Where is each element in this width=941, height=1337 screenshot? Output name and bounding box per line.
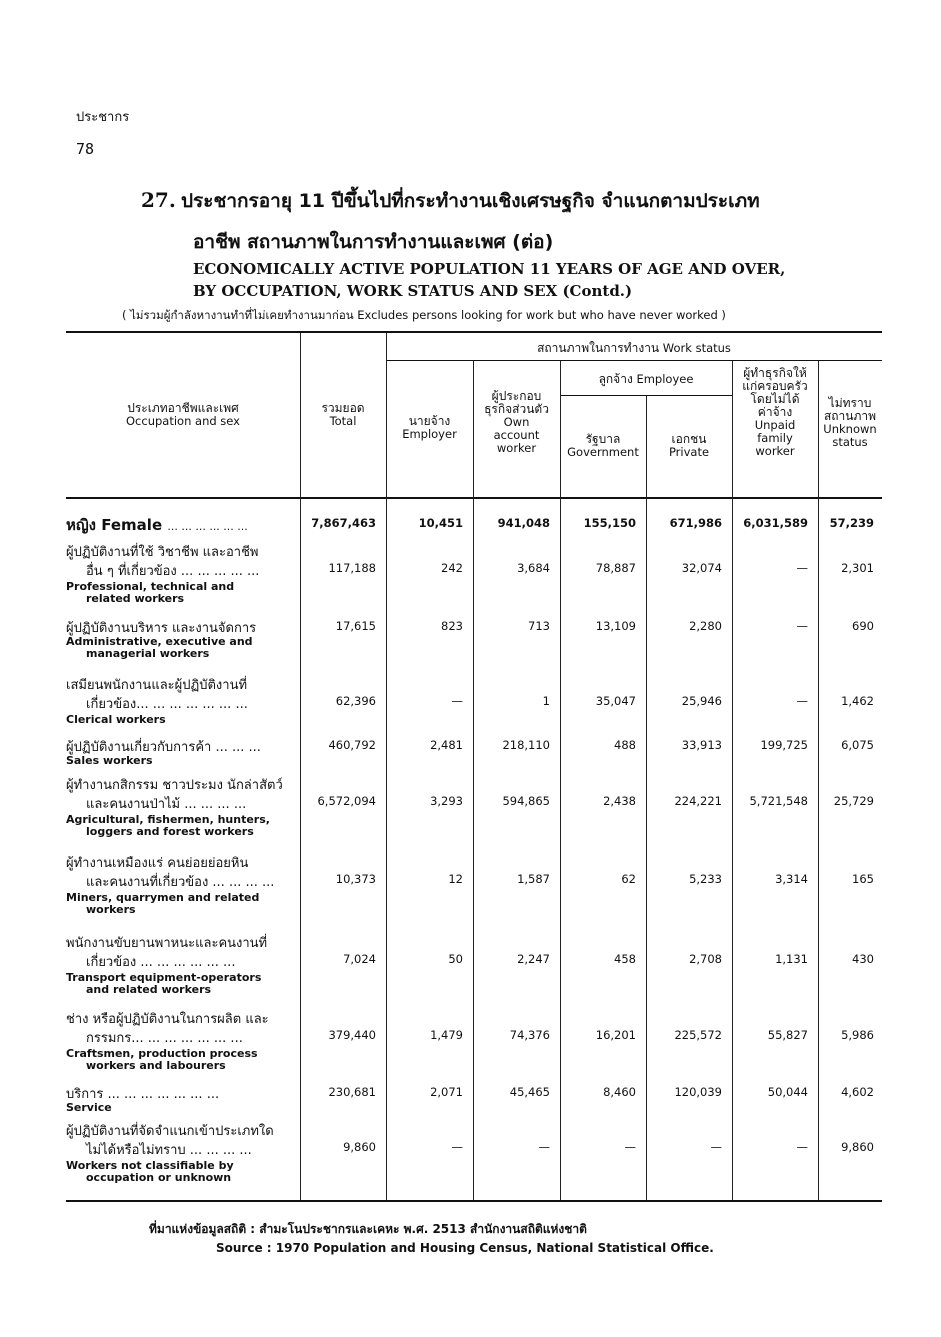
cell-value: 6,572,094 [317, 794, 376, 808]
cell-value: 2,708 [689, 952, 722, 966]
occupation-label-en [66, 892, 259, 916]
cell-value: 6,031,589 [743, 516, 808, 530]
occupation-label-en-line2: loggers and forest workers [86, 825, 254, 838]
female-label-en: Female [101, 516, 163, 534]
occupation-label-th-cont: เกี่ยวข้อง ... ... ... ... ... ... [86, 955, 236, 970]
cell-value: 488 [614, 738, 636, 752]
cell-value: 218,110 [502, 738, 550, 752]
cell-value: 25,946 [681, 694, 722, 708]
col-header-own-account [473, 390, 560, 455]
occupation-label-en [66, 581, 234, 605]
occupation-label-en-line2: managerial workers [86, 647, 210, 660]
occupation-label-th: ผู้ปฏิบัติงานบริหาร และงานจัดการ [66, 621, 257, 636]
occupation-label-en-line1: Service [66, 1101, 112, 1114]
cell-value: 74,376 [509, 1028, 550, 1042]
col-header-employer-en: Employer [402, 427, 457, 441]
cell-value: 823 [441, 619, 463, 633]
table-row [66, 617, 882, 677]
female-label-th: หญิง [66, 516, 96, 534]
cell-value: 1,479 [430, 1028, 463, 1042]
page-number: 78 [76, 140, 95, 158]
cell-value: 199,725 [760, 738, 808, 752]
occupation-label-th-cont: และคนงานที่เกี่ยวข้อง ... ... ... ... [86, 875, 275, 890]
section-header: ประชากร [76, 110, 130, 125]
col-header-occupation [66, 402, 300, 428]
table-note: ( ไม่รวมผู้กำลังหางานทำที่ไม่เคยทำงานมาก่อน Excludes persons looking for work but who have never worked ) [122, 308, 726, 322]
occupation-label-en-line1: Clerical workers [66, 713, 166, 726]
col-header-own-account-th2: ธุรกิจส่วนตัว [484, 402, 549, 416]
occupation-label-en-line1: Craftsmen, production process [66, 1047, 258, 1060]
cell-value: 2,438 [603, 794, 636, 808]
female-label [66, 513, 248, 537]
col-header-unpaid-th3: โดยไม่ได้ [750, 392, 800, 406]
table-number: 27. [141, 188, 176, 212]
table-row [66, 674, 882, 734]
col-header-employer [386, 415, 473, 441]
cell-value: 117,188 [328, 561, 376, 575]
cell-value: — [796, 694, 808, 708]
cell-value: 5,986 [841, 1028, 874, 1042]
cell-value: 4,602 [841, 1085, 874, 1099]
cell-value: 50,044 [767, 1085, 808, 1099]
cell-value: 1,131 [775, 952, 808, 966]
cell-value: 57,239 [829, 516, 874, 530]
col-header-employee [560, 373, 732, 386]
occupation-label-en-line1: Administrative, executive and [66, 635, 253, 648]
cell-value: 16,201 [595, 1028, 636, 1042]
cell-value: 5,721,548 [749, 794, 808, 808]
cell-value: 2,071 [430, 1085, 463, 1099]
col-header-unknown-en1: Unknown [823, 422, 877, 436]
cell-value: 690 [852, 619, 874, 633]
source-english: Source : 1970 Population and Housing Census, National Statistical Office. [216, 1241, 714, 1255]
cell-value: 10,451 [418, 516, 463, 530]
occupation-label-en-line2: and related workers [86, 983, 212, 996]
col-header-employee-en: Employee [636, 372, 694, 386]
table-row [66, 541, 882, 605]
col-header-unpaid-en2: family [757, 431, 793, 445]
cell-value: 458 [614, 952, 636, 966]
cell-value: 7,867,463 [311, 516, 376, 530]
cell-value: — [796, 619, 808, 633]
table-row [66, 1120, 882, 1184]
occupation-label-th: ผู้ทำงานกสิกรรม ชาวประมง นักล่าสัตว์ [66, 778, 283, 793]
cell-value: 460,792 [328, 738, 376, 752]
occupation-label-en-line1: Agricultural, fishermen, hunters, [66, 813, 270, 826]
cell-value: 9,860 [343, 1140, 376, 1154]
occupation-label-en-line2: workers [86, 903, 136, 916]
occupation-label-en [66, 714, 166, 726]
occupation-label-en [66, 755, 153, 767]
title-english-line1: ECONOMICALLY ACTIVE POPULATION 11 YEARS OF AGE AND OVER, [193, 260, 786, 278]
title-thai-line1: ประชากรอายุ 11 ปีขึ้นไปที่กระทำงานเชิงเศรษฐกิจ จำแนกตามประเภท [181, 190, 760, 212]
col-header-work-status-th: สถานภาพในการทำงาน [537, 341, 660, 355]
occupation-label-th: ช่าง หรือผู้ปฏิบัติงานในการผลิต และ [66, 1012, 269, 1027]
occupation-label-en-line2: workers and labourers [86, 1059, 226, 1072]
table-row [66, 1008, 882, 1072]
cell-value: 230,681 [328, 1085, 376, 1099]
cell-value: 7,024 [343, 952, 376, 966]
occupation-label-en-line1: Miners, quarrymen and related [66, 891, 260, 904]
cell-value: 8,460 [603, 1085, 636, 1099]
cell-value: 224,221 [674, 794, 722, 808]
cell-value: 6,075 [841, 738, 874, 752]
cell-value: — [796, 1140, 808, 1154]
cell-value: — [796, 561, 808, 575]
table-row [66, 932, 882, 996]
cell-value: 1,462 [841, 694, 874, 708]
occupation-label-en-line1: Sales workers [66, 754, 153, 767]
col-header-total-en: Total [329, 414, 357, 428]
source-thai: ที่มาแห่งข้อมูลสถิติ : สำมะโนประชากรและเคหะ พ.ศ. 2513 สำนักงานสถิติแห่งชาติ [149, 1222, 587, 1236]
col-header-private [646, 433, 732, 459]
cell-value: 594,865 [502, 794, 550, 808]
cell-value: 1,587 [517, 872, 550, 886]
col-header-private-th: เอกชน [671, 432, 707, 446]
col-header-unknown [818, 397, 882, 449]
cell-value: 5,233 [689, 872, 722, 886]
col-header-unpaid-th2: แก่ครอบครัว [742, 379, 808, 393]
table-row [66, 774, 882, 838]
cell-value: 62,396 [335, 694, 376, 708]
cell-value: 713 [528, 619, 550, 633]
occupation-label-th: บริการ ... ... ... ... ... ... ... [66, 1087, 220, 1102]
col-header-unpaid-th4: ค่าจ้าง [757, 405, 793, 419]
col-header-unpaid [732, 367, 818, 458]
cell-value: — [710, 1140, 722, 1154]
cell-value: 13,109 [595, 619, 636, 633]
cell-value: 3,314 [775, 872, 808, 886]
cell-value: 25,729 [833, 794, 874, 808]
cell-value: 3,293 [430, 794, 463, 808]
cell-value: 10,373 [335, 872, 376, 886]
cell-value: 2,247 [517, 952, 550, 966]
occupation-label-th-cont: ไม่ได้หรือไม่ทราบ ... ... ... ... [86, 1143, 252, 1158]
cell-value: 2,481 [430, 738, 463, 752]
occupation-label-th: ผู้ปฏิบัติงานเกี่ยวกับการค้า ... ... ... [66, 740, 261, 755]
cell-value: 78,887 [595, 561, 636, 575]
col-header-unpaid-en1: Unpaid [754, 418, 796, 432]
occupation-label-en [66, 636, 253, 660]
col-header-private-en: Private [668, 445, 710, 459]
cell-value: 165 [852, 872, 874, 886]
cell-value: 17,615 [335, 619, 376, 633]
col-header-unpaid-th1: ผู้ทำธุรกิจให้ [743, 366, 807, 380]
cell-value: 120,039 [674, 1085, 722, 1099]
occupation-label-en [66, 1102, 112, 1114]
occupation-label-th-cont: กรรมกร... ... ... ... ... ... ... [86, 1031, 243, 1046]
col-header-own-account-en2: account [493, 428, 540, 442]
col-header-government-en: Government [567, 445, 639, 459]
cell-value: 379,440 [328, 1028, 376, 1042]
cell-value: 155,150 [583, 516, 636, 530]
cell-value: 2,301 [841, 561, 874, 575]
cell-value: 3,684 [517, 561, 550, 575]
col-header-employee-th: ลูกจ้าง [598, 372, 633, 386]
work-status-rule [386, 360, 882, 361]
occupation-label-th: ผู้ปฏิบัติงานที่ใช้ วิชาชีพ และอาชีพ [66, 545, 259, 560]
col-header-own-account-en3: worker [496, 441, 537, 455]
occupation-label-th-cont: อื่น ๆ ที่เกี่ยวข้อง ... ... ... ... ... [86, 564, 260, 579]
cell-value: 33,913 [681, 738, 722, 752]
occupation-label-en [66, 1160, 234, 1184]
col-header-total-th: รวมยอด [321, 401, 365, 415]
col-header-own-account-th1: ผู้ประกอบ [491, 389, 542, 403]
col-header-own-account-en1: Own [503, 415, 530, 429]
occupation-label-en [66, 1048, 258, 1072]
occupation-label-th: เสมียนพนักงานและผู้ปฏิบัติงานที่ [66, 678, 248, 693]
col-header-unknown-th2: สถานภาพ [823, 409, 877, 423]
header-bottom-rule [66, 497, 882, 499]
title-english-line2: BY OCCUPATION, WORK STATUS AND SEX (Contd.) [193, 282, 633, 300]
occupation-label-th-cont: เกี่ยวข้อง... ... ... ... ... ... ... [86, 697, 248, 712]
title-thai-line2: อาชีพ สถานภาพในการทำงานและเพศ (ต่อ) [193, 231, 554, 253]
occupation-label-en-line1: Transport equipment-operators [66, 971, 262, 984]
cell-value: — [451, 694, 463, 708]
occupation-label-th: ผู้ทำงานเหมืองแร่ คนย่อยย่อยหิน [66, 856, 249, 871]
cell-value: — [451, 1140, 463, 1154]
col-header-unpaid-en3: worker [755, 444, 795, 458]
col-header-work-status-en: Work status [662, 341, 731, 355]
col-header-unknown-en2: status [832, 435, 868, 449]
female-label-dots: ... ... ... ... ... ... [167, 520, 248, 533]
table-row [66, 852, 882, 916]
cell-value: 242 [441, 561, 463, 575]
occupation-label-en [66, 814, 270, 838]
col-header-total [300, 402, 386, 428]
occupation-label-th: พนักงานขับยานพาหนะและคนงานที่ [66, 936, 268, 951]
table-top-rule [66, 331, 882, 333]
table-bottom-rule [66, 1200, 882, 1202]
cell-value: 35,047 [595, 694, 636, 708]
cell-value: 2,280 [689, 619, 722, 633]
col-header-government-th: รัฐบาล [585, 432, 621, 446]
cell-value: 12 [448, 872, 463, 886]
occupation-label-th: ผู้ปฏิบัติงานที่จัดจำแนกเข้าประเภทใด [66, 1124, 274, 1139]
col-header-work-status [386, 342, 882, 355]
occupation-label-en-line1: Professional, technical and [66, 580, 235, 593]
cell-value: 55,827 [767, 1028, 808, 1042]
occupation-label-th-cont: และคนงานป่าไม้ ... ... ... ... [86, 797, 247, 812]
cell-value: — [624, 1140, 636, 1154]
cell-value: 941,048 [497, 516, 550, 530]
occupation-label-en-line2: occupation or unknown [86, 1171, 232, 1184]
cell-value: 225,572 [674, 1028, 722, 1042]
cell-value: 671,986 [669, 516, 722, 530]
col-header-occupation-th: ประเภทอาชีพและเพศ [127, 401, 239, 415]
col-header-government [560, 433, 646, 459]
cell-value: 62 [621, 872, 636, 886]
cell-value: 430 [852, 952, 874, 966]
cell-value: 45,465 [509, 1085, 550, 1099]
occupation-label-en-line1: Workers not classifiable by [66, 1159, 234, 1172]
cell-value: 32,074 [681, 561, 722, 575]
cell-value: 9,860 [841, 1140, 874, 1154]
occupation-label-en-line2: related workers [86, 592, 185, 605]
col-header-unknown-th1: ไม่ทราบ [828, 396, 872, 410]
col-header-occupation-en: Occupation and sex [126, 414, 240, 428]
cell-value: 1 [542, 694, 550, 708]
col-header-employer-th: นายจ้าง [408, 414, 451, 428]
occupation-label-en [66, 972, 261, 996]
cell-value: 50 [448, 952, 463, 966]
cell-value: — [538, 1140, 550, 1154]
table-row-female [66, 513, 882, 537]
